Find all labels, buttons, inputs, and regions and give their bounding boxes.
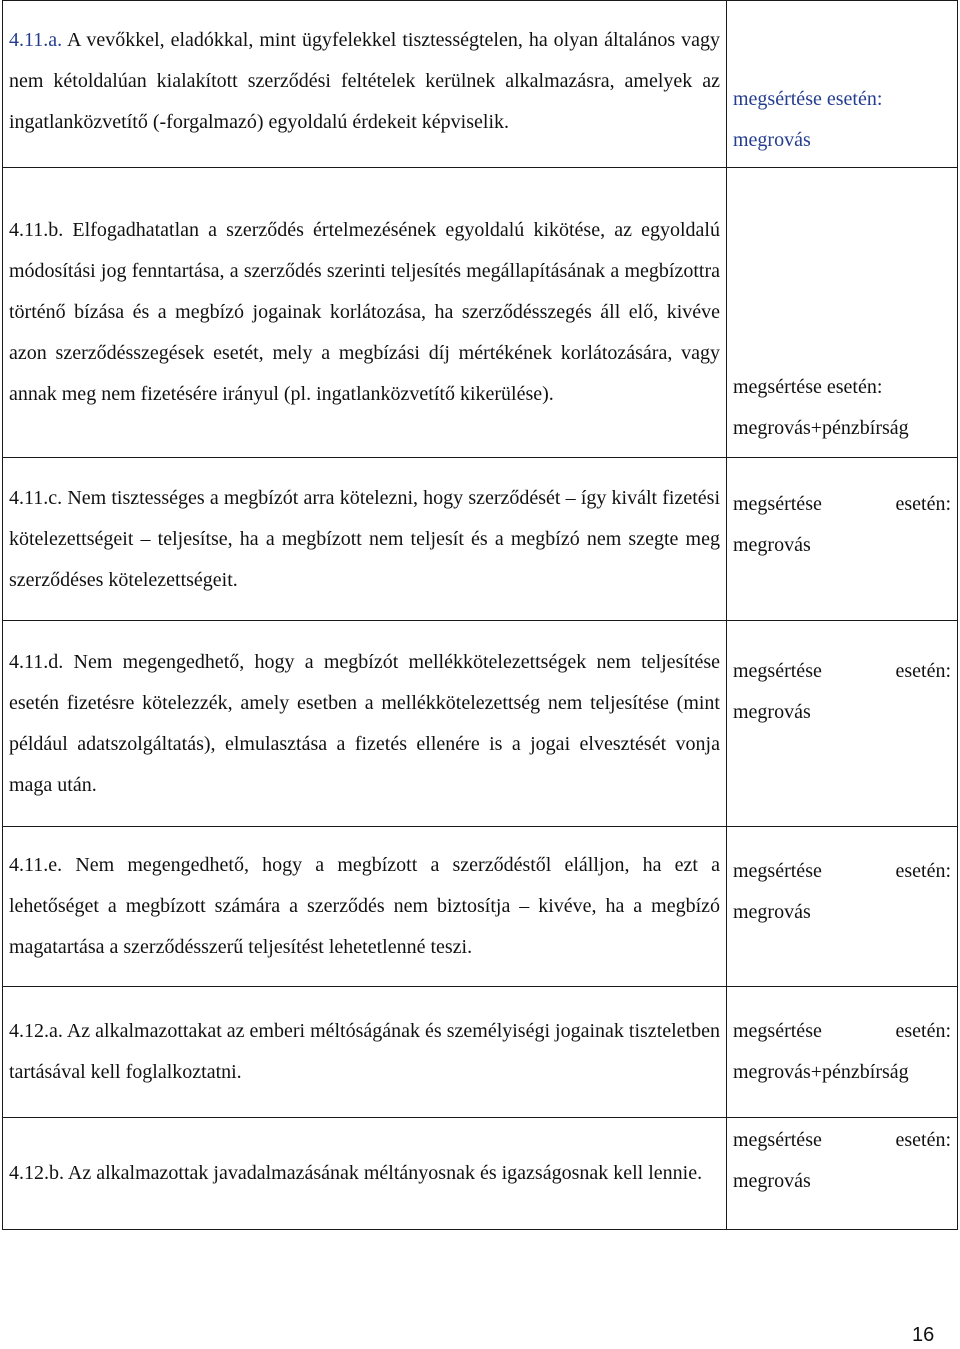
penalty-cell [727, 1, 958, 168]
penalty-cell [727, 1118, 958, 1230]
rule-text-cell [3, 1118, 727, 1230]
rule-number: 4.11.e. [9, 854, 63, 876]
penalty-sanction: megrovás [733, 1170, 811, 1192]
rule-text: Az alkalmazottak javadalmazásának méltányosnak és igazságosnak kell lennie. [67, 1162, 703, 1184]
table-row [3, 1118, 958, 1230]
penalty-cell [727, 168, 958, 458]
rule-text-cell [3, 168, 727, 458]
rule-text-cell [3, 621, 727, 827]
penalty-cell [727, 621, 958, 827]
penalty-condition: megsértése esetén: [733, 1129, 951, 1151]
penalty-condition: megsértése esetén: [733, 493, 951, 515]
rule-number: 4.12.a. [9, 1020, 63, 1042]
penalty-sanction: megrovás [733, 901, 811, 923]
rule-text: Az alkalmazottakat az emberi méltóságának és személyiségi jogainak tiszteletben tartásával kell foglalkoztatni. [9, 1020, 720, 1083]
rule-number: 4.11.a. [9, 28, 63, 51]
penalty-condition: megsértése esetén: [733, 660, 951, 682]
penalty-condition: megsértése esetén: [733, 376, 883, 398]
penalty-condition: megsértése esetén: [733, 860, 951, 882]
table-row [3, 458, 958, 621]
rule-text: Elfogadhatatlan a szerződés értelmezésének egyoldalú kikötése, az egyoldalú módosítási jog fenntartása, a szerződés szerinti teljesítés megállapításának a megbízottra történő bízása és a megbízó jogainak korlátozása, ha szerződésszegés áll elő, kivéve azon szerződésszegések esetét, mely a megbízási díj mértékének korlátozására, vagy annak meg nem fizetésére irányul (pl. ingatlanközvetítő kikerülése). [9, 219, 720, 405]
rule-number: 4.11.d. [9, 650, 64, 673]
rule-text-cell [3, 827, 727, 987]
penalty-sanction: megrovás+pénzbírság [733, 417, 909, 439]
page-number: 16 [912, 1324, 935, 1346]
rule-number: 4.11.c. [9, 486, 63, 509]
rule-number: 4.11.b. [9, 219, 64, 241]
table-row [3, 1, 958, 168]
rule-text-cell [3, 987, 727, 1118]
rule-text-cell [3, 458, 727, 621]
penalty-condition: megsértése esetén: [733, 88, 883, 110]
rule-text: Nem megengedhető, hogy a megbízót mellékkötelezettségek nem teljesítése esetén fizetésre kötelezzék, amely esetben a mellékkötelezettség nem teljesítése (mint például adatszolgáltatás), elmulasztása a fizetés ellenére is a jogai elvesztését vonja maga után. [9, 650, 720, 796]
rule-text-cell [3, 1, 727, 168]
penalty-sanction: megrovás+pénzbírság [733, 1061, 909, 1083]
rule-number: 4.12.b. [9, 1162, 64, 1184]
penalty-cell [727, 987, 958, 1118]
penalty-sanction: megrovás [733, 129, 811, 151]
table-row [3, 168, 958, 458]
rule-text: Nem tisztességes a megbízót arra kötelezni, hogy szerződését – így kivált fizetési kötelezettségeit – teljesítse, ha a megbízott nem teljesít és a megbízó nem szegte meg szerződéses kötelezettségeit. [9, 486, 720, 591]
table-row [3, 827, 958, 987]
penalty-sanction: megrovás [733, 701, 811, 723]
rule-text: A vevőkkel, eladókkal, mint ügyfelekkel tisztességtelen, ha olyan általános vagy nem kétoldalúan kialakított szerződési feltételek kerülnek alkalmazásra, amelyek az ingatlanközvetítő (-forgalmazó) egyoldalú érdekeit képviselik. [9, 28, 720, 133]
table-row [3, 987, 958, 1118]
table-row [3, 621, 958, 827]
rule-text: Nem megengedhető, hogy a megbízott a szerződéstől elálljon, ha ezt a lehetőséget a megbízott számára a szerződés nem biztosítja – kivéve, ha a megbízó magatartása a szerződésszerű teljesítést lehetetlenné teszi. [9, 854, 721, 958]
penalty-condition: megsértése esetén: [733, 1020, 951, 1042]
penalty-cell [727, 827, 958, 987]
penalty-cell [727, 458, 958, 621]
rules-table [2, 0, 958, 1230]
penalty-sanction: megrovás [733, 534, 811, 556]
